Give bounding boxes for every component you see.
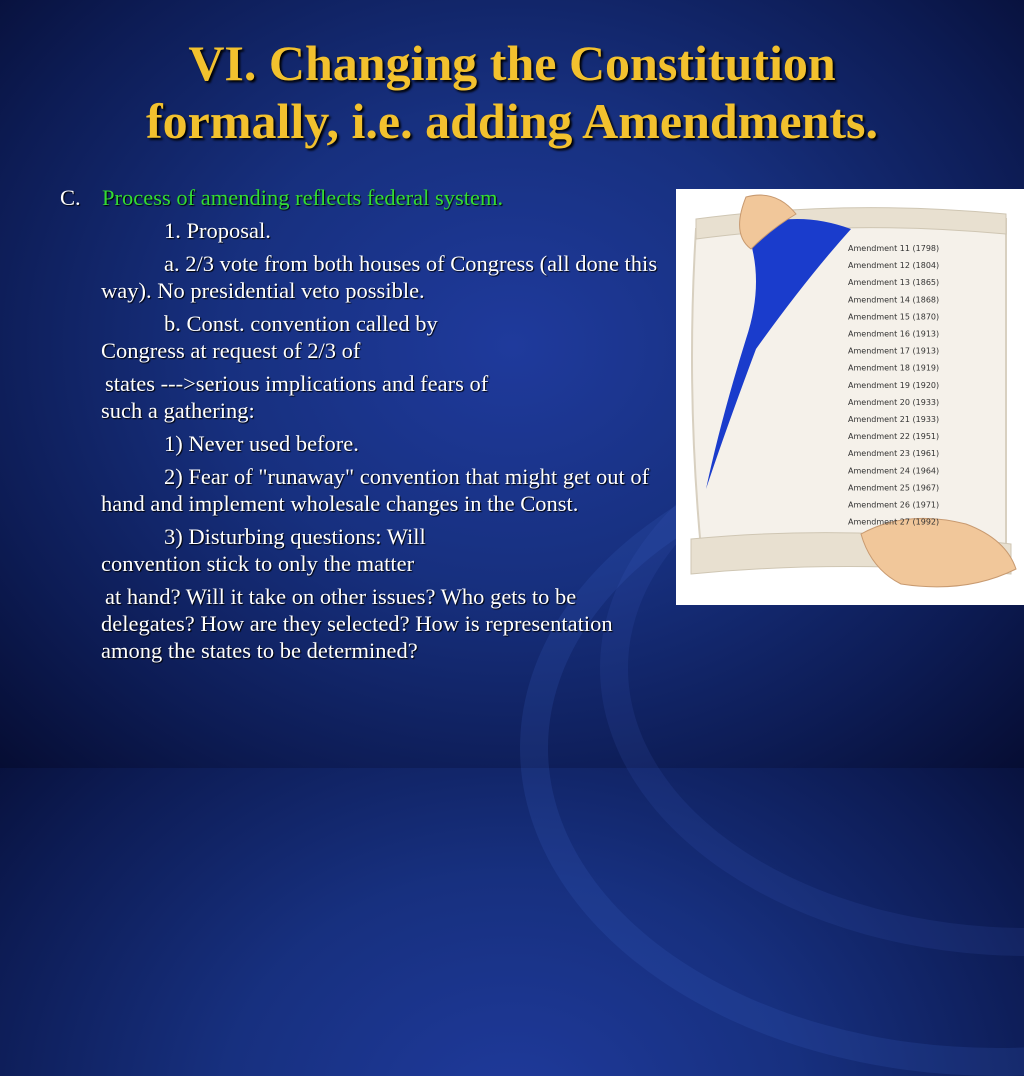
- amendment-entry: Amendment 21 (1933): [848, 415, 940, 424]
- item-a: [60, 250, 660, 304]
- scroll-illustration: [676, 189, 1024, 605]
- amendments-scroll-image: [676, 189, 1024, 605]
- title-line-1: VI. Changing the Constitution: [188, 35, 836, 91]
- item-2-first: 2) Fear of "runaway" convention that: [164, 464, 500, 489]
- item-b2-first: states --->serious implications and fears of: [105, 371, 489, 396]
- amendment-entry: Amendment 23 (1961): [848, 449, 940, 459]
- item-b2-rest: such a gathering:: [101, 398, 255, 423]
- item-b-continued: [60, 370, 660, 424]
- amendment-entry: Amendment 20 (1933): [848, 397, 940, 407]
- amendment-entry: Amendment 27 (1992): [848, 517, 940, 527]
- item-a-rest: Congress (all done this way). No presidential veto possible.: [101, 251, 658, 303]
- amendment-entry: Amendment 17 (1913): [848, 346, 940, 356]
- title-line-2: formally, i.e. adding Amendments.: [146, 93, 878, 149]
- amendment-entry: Amendment 15 (1870): [848, 312, 940, 322]
- item-b-first: b. Const. convention called by: [164, 311, 438, 336]
- item-3-continued: [60, 583, 660, 664]
- item-3: [60, 523, 660, 577]
- item-4-first: at hand? Will it take on other issues? Who: [105, 584, 485, 609]
- item-b-rest: Congress at request of 2/3 of: [101, 338, 361, 363]
- item-3-rest: convention stick to only the matter: [101, 551, 415, 576]
- proposal-text: 1. Proposal.: [164, 218, 271, 243]
- item-a-first: a. 2/3 vote from both houses of: [164, 251, 445, 276]
- item-1: [60, 430, 660, 457]
- item-4-rest: gets to be delegates? How are they selected? How is representation among the states to be determined?: [101, 584, 613, 663]
- amendment-entry: Amendment 18 (1919): [848, 363, 940, 373]
- amendment-entry: Amendment 12 (1804): [848, 261, 940, 271]
- amendment-entry: Amendment 11 (1798): [848, 244, 940, 253]
- amendment-entry: Amendment 25 (1967): [848, 483, 940, 493]
- amendment-entry: Amendment 26 (1971): [848, 500, 940, 510]
- proposal-line: [60, 217, 660, 244]
- point-c: [60, 184, 660, 211]
- item-2: [60, 463, 660, 517]
- amendment-entry: Amendment 22 (1951): [848, 432, 940, 442]
- amendment-entry: Amendment 19 (1920): [848, 380, 940, 390]
- amendment-entry: Amendment 14 (1868): [848, 295, 940, 305]
- amendment-entry: Amendment 13 (1865): [848, 278, 940, 288]
- point-heading: Process of amending reflects federal system.: [102, 185, 504, 210]
- item-1-text: 1) Never used before.: [164, 431, 359, 456]
- amendment-entry: Amendment 24 (1964): [848, 466, 940, 476]
- amendment-list: [848, 244, 939, 527]
- item-b: [60, 310, 660, 364]
- slide-body: [60, 184, 660, 670]
- item-2-rest: might get out of hand and implement wholesale changes in the Const.: [101, 464, 650, 516]
- point-marker: C.: [60, 185, 81, 210]
- slide-title: [0, 34, 1024, 150]
- amendment-entry: Amendment 16 (1913): [848, 329, 940, 339]
- item-3-first: 3) Disturbing questions: Will: [164, 524, 426, 549]
